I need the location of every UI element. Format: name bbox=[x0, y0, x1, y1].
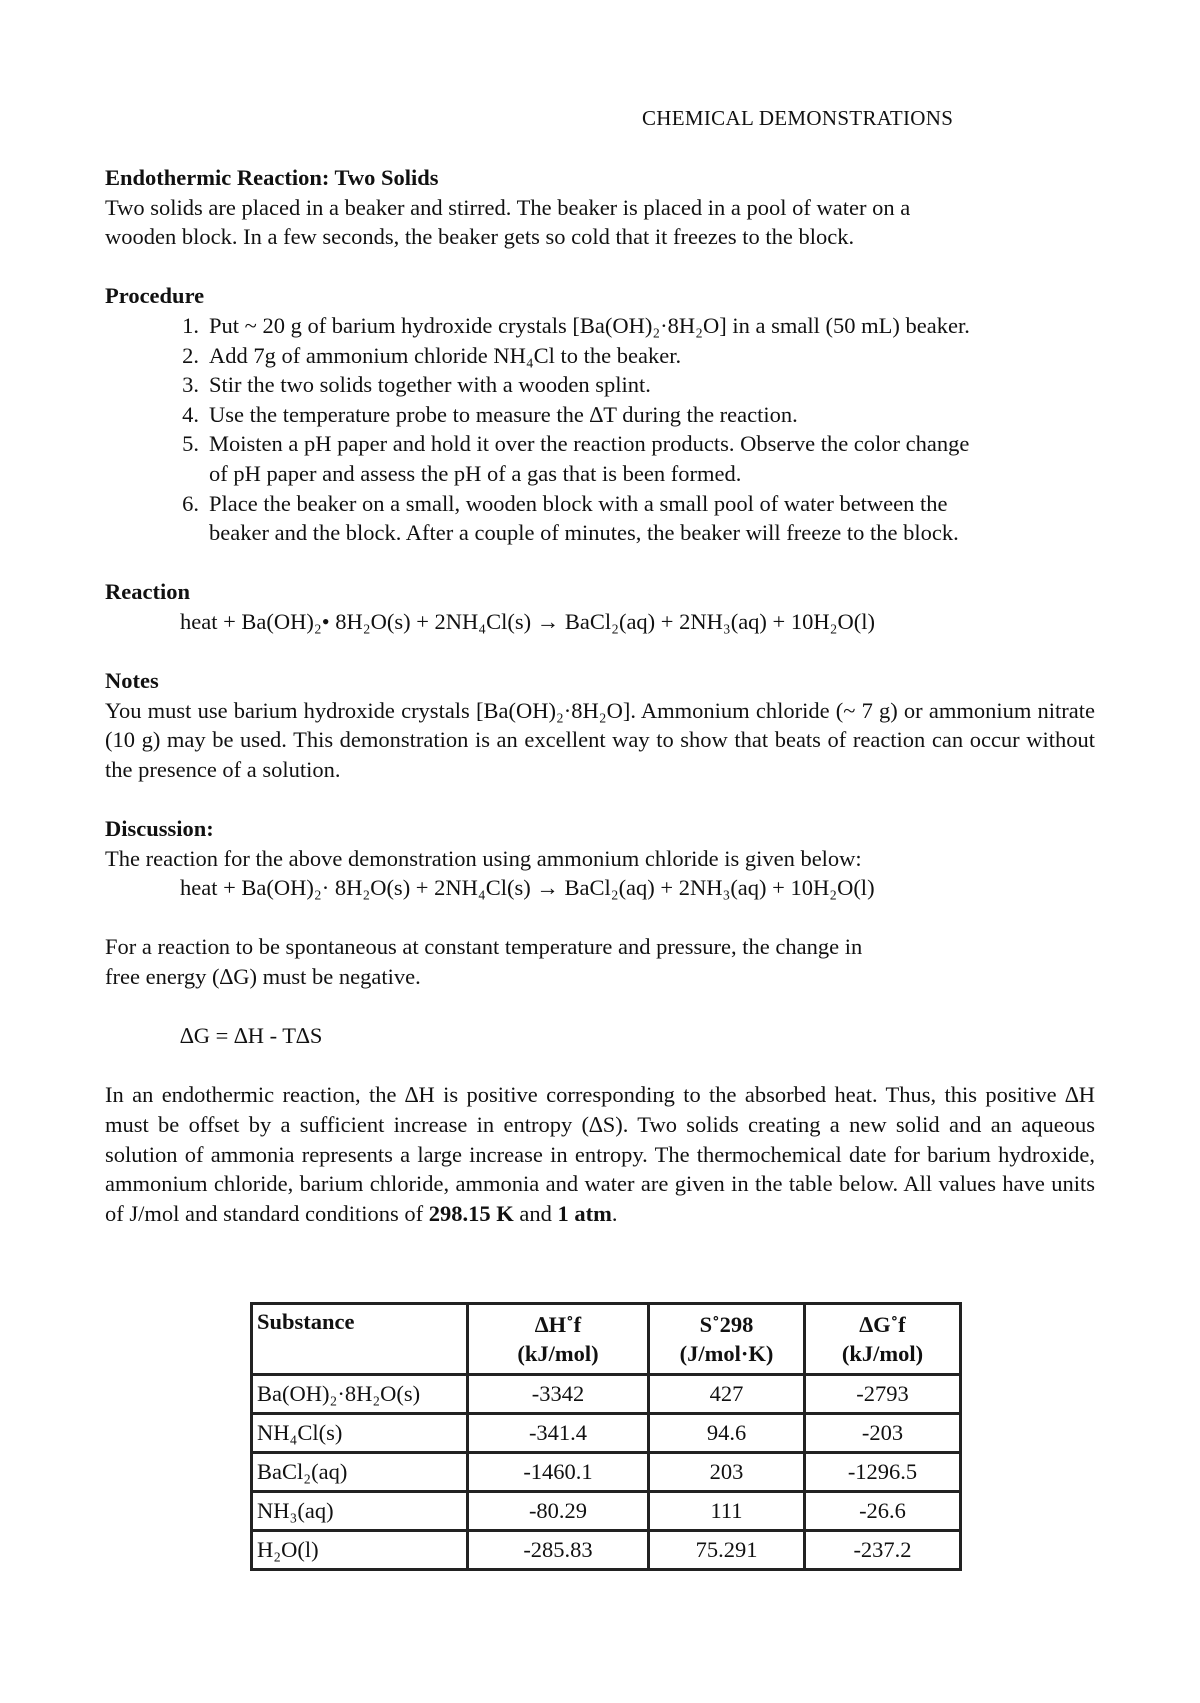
cell-enthalpy: -285.83 bbox=[468, 1531, 649, 1570]
gibbs-formula: ∆G = ∆H - T∆S bbox=[180, 1023, 323, 1049]
table-row bbox=[252, 1414, 961, 1453]
procedure-step bbox=[105, 341, 1095, 371]
column-header-substance: Substance bbox=[252, 1304, 468, 1375]
table-row bbox=[252, 1531, 961, 1570]
notes-text: You must use barium hydroxide crystals [Ba(OH)₂·8H₂O]. Ammonium chloride (~ 7 g) or ammonium nitrate (10 g) may be used. This demonstration is an excellent way to show that beats of reaction can occur without the presence of a solution. bbox=[105, 697, 1095, 782]
cell-gibbs: -203 bbox=[805, 1414, 961, 1453]
reaction-equation: heat + Ba(OH)₂• 8H₂O(s) + 2NH₄Cl(s) → BaCl₂(aq) + 2NH₃(aq) + 10H₂O(l) bbox=[180, 608, 875, 634]
table-header-row bbox=[252, 1304, 961, 1375]
discussion-intro: The reaction for the above demonstration using ammonium chloride is given below: bbox=[105, 845, 862, 871]
reaction-heading: Reaction bbox=[105, 579, 190, 605]
document-body bbox=[105, 163, 1095, 1228]
cell-gibbs: -237.2 bbox=[805, 1531, 961, 1570]
cell-enthalpy: -3342 bbox=[468, 1375, 649, 1414]
table-row bbox=[252, 1492, 961, 1531]
procedure-step bbox=[105, 429, 1095, 488]
step-number: 3. bbox=[182, 372, 199, 398]
cell-entropy: 427 bbox=[649, 1375, 805, 1414]
cell-enthalpy: -80.29 bbox=[468, 1492, 649, 1531]
spontaneous-line-2: free energy (∆G) must be negative. bbox=[105, 964, 421, 990]
cell-enthalpy: -341.4 bbox=[468, 1414, 649, 1453]
cell-entropy: 111 bbox=[649, 1492, 805, 1531]
cell-substance: NH₃(aq) bbox=[252, 1492, 468, 1531]
column-header-gibbs: ∆G˚f (kJ/mol) bbox=[805, 1304, 961, 1375]
column-header-entropy: S˚298 (J/mol·K) bbox=[649, 1304, 805, 1375]
discussion-equation: heat + Ba(OH)₂· 8H₂O(s) + 2NH₄Cl(s) → BaCl₂(aq) + 2NH₃(aq) + 10H₂O(l) bbox=[180, 875, 875, 901]
procedure-step bbox=[105, 489, 1095, 548]
cell-substance: NH₄Cl(s) bbox=[252, 1414, 468, 1453]
standard-temperature: 298.15 K bbox=[428, 1200, 514, 1226]
notes-heading: Notes bbox=[105, 668, 159, 694]
step-text: Add 7g of ammonium chloride NH₄Cl to the beaker. bbox=[209, 342, 682, 368]
cell-gibbs: -1296.5 bbox=[805, 1453, 961, 1492]
cell-entropy: 75.291 bbox=[649, 1531, 805, 1570]
document-title: Endothermic Reaction: Two Solids bbox=[105, 165, 439, 190]
step-number: 6. bbox=[182, 490, 199, 516]
discussion-paragraph: In an endothermic reaction, the ∆H is positive corresponding to the absorbed heat. Thus, this positive ∆H must be offset by a sufficient increase in entropy (∆S). Two solids creating a new solid and an aqueous solution of ammonia represents a large increase in entropy. The thermochemical date for barium hydroxide, ammonium chloride, barium chloride, ammonia and water are given in the table below. All values have units of J/mol and standard conditions of 298.15 K and 1 atm. bbox=[105, 1082, 1095, 1226]
cell-gibbs: -26.6 bbox=[805, 1492, 961, 1531]
column-header-enthalpy: ∆H˚f (kJ/mol) bbox=[468, 1304, 649, 1375]
step-text: Put ~ 20 g of barium hydroxide crystals [Ba(OH)₂·8H₂O] in a small (50 mL) beaker. bbox=[209, 312, 970, 338]
procedure-step bbox=[105, 400, 1095, 430]
cell-substance: BaCl₂(aq) bbox=[252, 1453, 468, 1492]
procedure-step bbox=[105, 370, 1095, 400]
step-number: 2. bbox=[182, 342, 199, 368]
step-text: Stir the two solids together with a wooden splint. bbox=[209, 372, 651, 398]
table-row bbox=[252, 1453, 961, 1492]
step-text: Use the temperature probe to measure the ∆T during the reaction. bbox=[209, 401, 798, 427]
cell-substance: Ba(OH)₂·8H₂O(s) bbox=[252, 1375, 468, 1414]
procedure-heading: Procedure bbox=[105, 283, 205, 309]
discussion-heading: Discussion: bbox=[105, 816, 214, 842]
step-number: 4. bbox=[182, 401, 199, 427]
procedure-list bbox=[105, 311, 1095, 548]
thermochemical-table bbox=[250, 1302, 962, 1571]
step-text: Moisten a pH paper and hold it over the reaction products. Observe the color change of pH paper and assess the pH of a gas that is been formed. bbox=[209, 431, 970, 486]
table-row bbox=[252, 1375, 961, 1414]
intro-line-2: wooden block. In a few seconds, the beaker gets so cold that it freezes to the block. bbox=[105, 224, 855, 250]
standard-pressure: 1 atm bbox=[557, 1200, 612, 1226]
page-header: CHEMICAL DEMONSTRATIONS bbox=[642, 106, 954, 130]
cell-enthalpy: -1460.1 bbox=[468, 1453, 649, 1492]
step-number: 5. bbox=[182, 431, 199, 457]
step-number: 1. bbox=[182, 312, 199, 338]
intro-line-1: Two solids are placed in a beaker and stirred. The beaker is placed in a pool of water on a bbox=[105, 194, 911, 220]
cell-entropy: 203 bbox=[649, 1453, 805, 1492]
procedure-step bbox=[105, 311, 1095, 341]
cell-gibbs: -2793 bbox=[805, 1375, 961, 1414]
spontaneous-line-1: For a reaction to be spontaneous at constant temperature and pressure, the change in bbox=[105, 934, 863, 960]
cell-substance: H₂O(l) bbox=[252, 1531, 468, 1570]
step-text: Place the beaker on a small, wooden block with a small pool of water between the beaker and the block. After a couple of minutes, the beaker will freeze to the block. bbox=[209, 490, 959, 546]
cell-entropy: 94.6 bbox=[649, 1414, 805, 1453]
